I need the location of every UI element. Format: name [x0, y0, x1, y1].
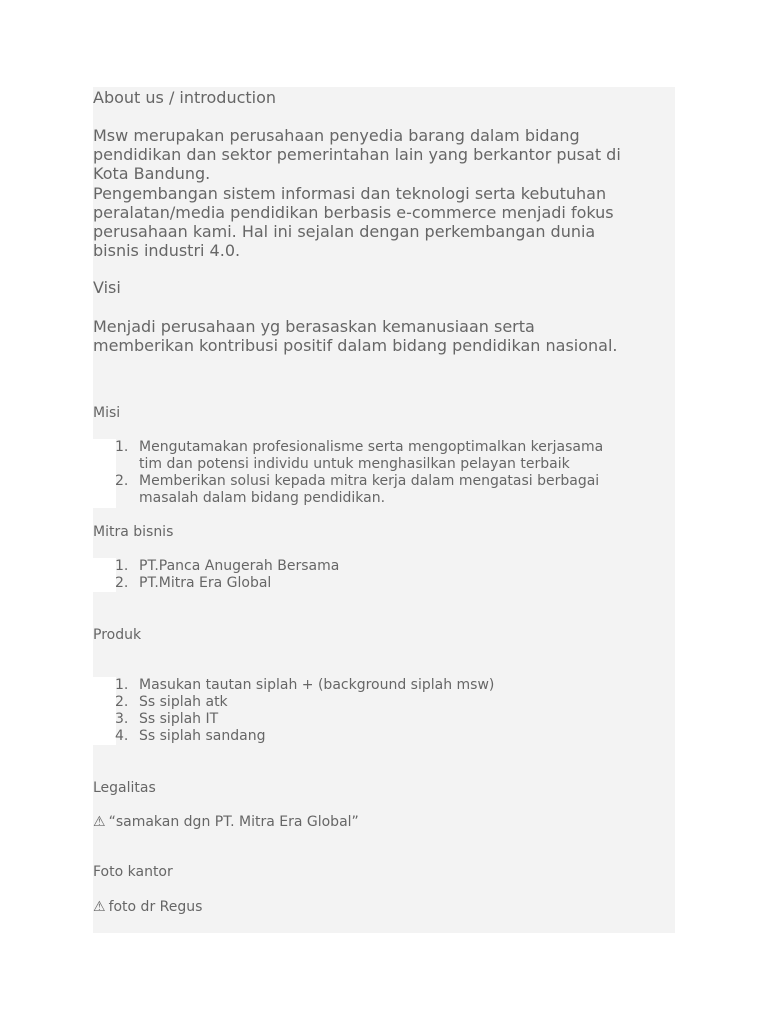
visi-heading: Visi: [93, 278, 121, 297]
list-item-line: masalah dalam bidang pendidikan.: [139, 490, 386, 506]
misi-heading: Misi: [93, 405, 121, 421]
legalitas-note: [93, 814, 359, 831]
legalitas-note-text: “samakan dgn PT. Mitra Era Global”: [108, 814, 359, 830]
about-line: peralatan/media pendidikan berbasis e-commerce menjadi fokus: [93, 202, 614, 222]
foto-note: [93, 899, 202, 916]
about-line: Kota Bandung.: [93, 164, 211, 184]
list-item-text: PT.Mitra Era Global: [139, 575, 272, 591]
list-item: [93, 694, 494, 711]
legalitas-heading: Legalitas: [93, 780, 156, 796]
produk-list: [93, 677, 494, 745]
about-line: Pengembangan sistem informasi dan teknologi serta kebutuhan: [93, 183, 607, 203]
list-item: [93, 728, 494, 745]
list-item-text: Ss siplah sandang: [139, 728, 266, 744]
list-item: [93, 439, 603, 473]
about-paragraph: [93, 126, 621, 260]
list-item-line: tim dan potensi individu untuk menghasilkan pelayan terbaik: [139, 456, 570, 472]
mitra-heading: Mitra bisnis: [93, 524, 174, 540]
list-item-text: Ss siplah IT: [139, 711, 219, 727]
list-item-text: PT.Panca Anugerah Bersama: [139, 558, 340, 574]
about-line: Msw merupakan perusahaan penyedia barang dalam bidang: [93, 126, 580, 145]
list-number: 1.: [115, 439, 129, 455]
about-line: bisnis industri 4.0.: [93, 241, 241, 261]
list-item: [93, 575, 339, 592]
visi-line: Menjadi perusahaan yg berasaskan kemanusiaan serta: [93, 317, 535, 336]
warning-icon: ⚠: [93, 814, 106, 830]
about-line: pendidikan dan sektor pemerintahan lain yang berkantor pusat di: [93, 145, 621, 165]
list-number: 1.: [115, 677, 129, 693]
foto-note-text: foto dr Regus: [108, 899, 203, 915]
about-line: perusahaan kami. Hal ini sejalan dengan perkembangan dunia: [93, 222, 596, 242]
list-number: 3.: [115, 711, 129, 727]
list-item-text: Masukan tautan siplah + (background siplah msw): [139, 677, 495, 693]
list-item: [93, 473, 603, 507]
list-number: 4.: [115, 728, 129, 744]
about-heading: About us / introduction: [93, 88, 277, 107]
list-number: 1.: [115, 558, 129, 574]
mitra-list: [93, 558, 339, 592]
list-item: [93, 711, 494, 728]
list-item-line: Memberikan solusi kepada mitra kerja dalam mengatasi berbagai: [139, 473, 600, 489]
misi-list: [93, 439, 603, 507]
warning-icon: ⚠: [93, 899, 106, 915]
list-number: 2.: [115, 473, 129, 489]
list-item: [93, 558, 339, 575]
produk-heading: Produk: [93, 627, 142, 643]
visi-line: memberikan kontribusi positif dalam bidang pendidikan nasional.: [93, 336, 618, 356]
list-item-text: Ss siplah atk: [139, 694, 228, 710]
visi-paragraph: [93, 317, 617, 355]
list-item: [93, 677, 494, 694]
foto-heading: Foto kantor: [93, 864, 173, 880]
list-item-line: Mengutamakan profesionalisme serta mengoptimalkan kerjasama: [139, 439, 604, 455]
list-number: 2.: [115, 694, 129, 710]
list-number: 2.: [115, 575, 129, 591]
